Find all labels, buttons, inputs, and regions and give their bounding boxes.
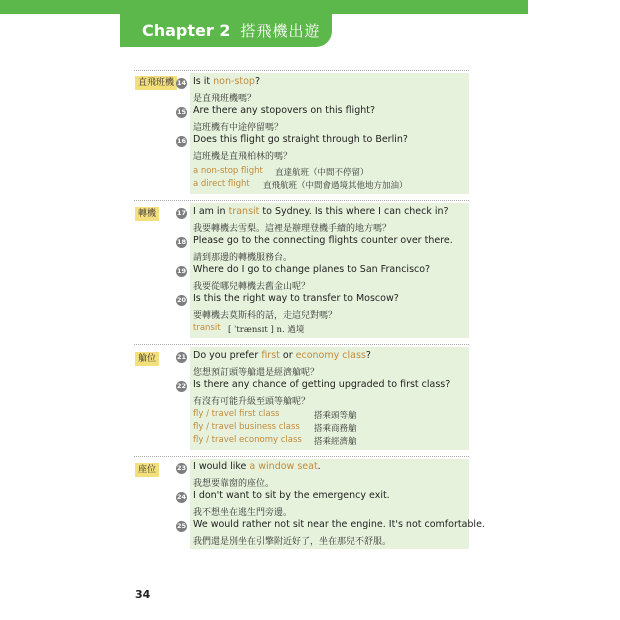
phrase-english: We would rather not sit near the engine. It's not comfortable.	[193, 519, 485, 530]
phrase-number: 21	[176, 353, 187, 361]
vocab-term: a non-stop flight	[193, 166, 263, 176]
section-tag: 座位	[135, 463, 159, 477]
section-tag: 直飛班機	[135, 76, 177, 90]
phrase-number: 24	[176, 493, 187, 501]
phrase-english: I don't want to sit by the emergency exit.	[193, 490, 390, 501]
phrase-chinese: 我不想坐在逃生門旁邊。	[193, 508, 293, 518]
phrase-chinese: 有沒有可能升級至頭等艙呢？	[193, 397, 311, 407]
vocab-term: fly / travel business class	[193, 422, 300, 432]
phrase-chinese: 您想預訂頭等艙還是經濟艙呢？	[193, 368, 320, 378]
phrase-chinese: 我想要靠窗的座位。	[193, 479, 275, 489]
phrase-number: 14	[176, 79, 187, 87]
top-color-bar	[0, 0, 528, 14]
phrase-number: 15	[176, 108, 187, 116]
chapter-title: 搭飛機出遊	[240, 22, 321, 40]
vocab-meaning: 搭乘經濟艙	[314, 437, 357, 447]
phrase-number: 17	[176, 209, 187, 217]
vocab-meaning: 直達航班（中間不停留）	[275, 168, 369, 178]
phrase-number: 18	[176, 238, 187, 246]
vocab-meaning: [ ˈtrænsɪt ] n. 過境	[228, 325, 305, 335]
phrase-english: Is this the right way to transfer to Moscow?	[193, 293, 399, 304]
phrase-english: Please go to the connecting flights counter over there.	[193, 235, 453, 246]
phrase-number: 20	[176, 296, 187, 304]
vocab-meaning: 直飛航班（中間會過境其他地方加油）	[263, 181, 408, 191]
section-tag: 艙位	[135, 352, 159, 366]
vocab-term: transit	[193, 323, 221, 333]
phrase-english: I would like a window seat.	[193, 461, 321, 472]
phrase-number: 23	[176, 464, 187, 472]
phrase-chinese: 要轉機去莫斯科的話，走這兒對嗎？	[193, 311, 338, 321]
phrase-english: Is it non-stop?	[193, 76, 261, 87]
phrase-number: 16	[176, 137, 187, 145]
section-divider	[134, 200, 469, 201]
phrase-english: Are there any stopovers on this flight?	[193, 105, 376, 116]
phrase-english: Does this flight go straight through to Berlin?	[193, 134, 408, 145]
chapter-header	[120, 14, 332, 47]
phrase-number: 19	[176, 267, 187, 275]
section-tag: 轉機	[135, 207, 159, 221]
chapter-number: Chapter 2	[142, 21, 231, 40]
vocab-term: fly / travel economy class	[193, 435, 302, 445]
vocab-term: a direct flight	[193, 179, 250, 189]
phrase-number: 22	[176, 382, 187, 390]
phrase-chinese: 這班機是直飛柏林的嗎？	[193, 152, 293, 162]
phrase-number: 25	[176, 522, 187, 530]
phrase-english: Do you prefer first or economy class?	[193, 350, 371, 361]
phrase-chinese: 是直飛班機嗎？	[193, 94, 257, 104]
section-divider	[134, 456, 469, 457]
phrase-english: Is there any chance of getting upgraded to first class?	[193, 379, 451, 390]
page-number: 34	[135, 588, 151, 601]
phrase-chinese: 請到那邊的轉機服務台。	[193, 253, 293, 263]
vocab-term: fly / travel first class	[193, 409, 280, 419]
phrase-chinese: 這班機有中途停留嗎？	[193, 123, 284, 133]
phrase-chinese: 我要轉機去雪梨。這裡是辦理登機手續的地方嗎？	[193, 224, 392, 234]
phrase-chinese: 我們還是別坐在引擎附近好了，坐在那兒不舒服。	[193, 537, 392, 547]
vocab-meaning: 搭乘商務艙	[314, 424, 357, 434]
vocab-meaning: 搭乘頭等艙	[314, 411, 357, 421]
phrase-english: I am in transit to Sydney. Is this where I can check in?	[193, 206, 449, 217]
section-divider	[134, 70, 469, 71]
phrase-chinese: 我要從哪兒轉機去舊金山呢？	[193, 282, 311, 292]
phrase-english: Where do I go to change planes to San Francisco?	[193, 264, 431, 275]
section-divider	[134, 344, 469, 345]
